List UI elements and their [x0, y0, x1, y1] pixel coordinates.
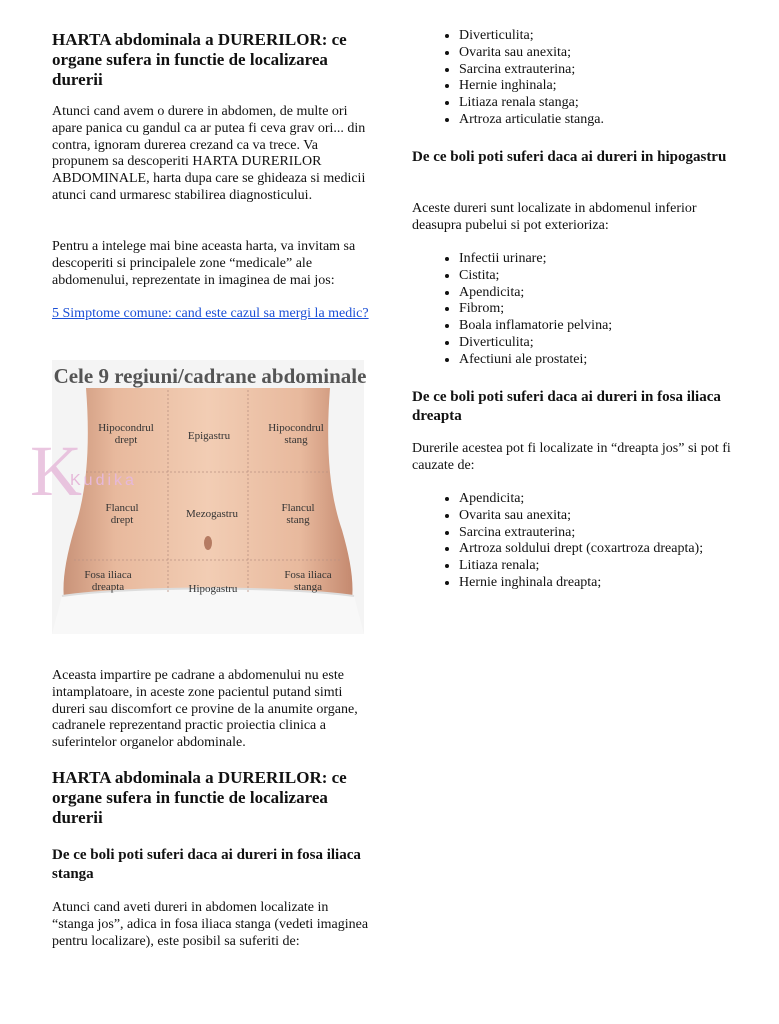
region-flanc-drept: Flancul drept [105, 502, 139, 526]
heading-hipogastru: De ce boli poti suferi daca ai dureri in hipogastru [412, 149, 727, 165]
list-item: • Apendicita; [459, 285, 779, 302]
list-item: • Infectii urinare; [459, 251, 779, 268]
kudika-watermark-logo: K [30, 431, 82, 511]
list-hipogastru [412, 251, 779, 369]
list-item: • Artroza soldului drept (coxartroza dreapta); [459, 541, 779, 558]
region-fosa-iliaca-stanga: Fosa iliaca stanga [284, 569, 332, 593]
kudika-watermark-text: Kudika [70, 472, 137, 489]
list-item: • Cistita; [459, 268, 779, 285]
intro-paragraph: Atunci cand avem o durere in abdomen, de multe ori apare panica cu gandul ca ar putea fi ceva grav ori... din contra, ignoram durerea crezand ca va trece. Va propunem sa descoperiti HARTA DURERILOR ABDOMINALE, harta dupa care se ghideaza si medicii atunci cand urmaresc stabilirea diagnosticului. [52, 104, 366, 203]
section-title: HARTA abdominala a DURERILOR: ce organe sufera in functie de localizarea durerii [52, 768, 347, 827]
abdomen-regions-figure [30, 360, 367, 634]
quadrants-paragraph: Aceasta impartire pe cadrane a abdomenului nu este intamplatoare, in aceste zone pacientul putand simti dureri sau discomfort ce provine de la anumite organe, cadranele reprezentand practic proiectia clinica a suferintelor organelor abdominale. [52, 668, 358, 751]
region-hipocondru-drept: Hipocondrul drept [98, 422, 154, 446]
list-item: • Diverticulita; [459, 335, 779, 352]
list-item: • Ovarita sau anexita; [459, 508, 779, 525]
region-flanc-stang: Flancul stang [281, 502, 315, 526]
list-item: • Litiaza renala stanga; [459, 95, 779, 112]
list-item: • Ovarita sau anexita; [459, 45, 779, 62]
list-item: • Artroza articulatie stanga. [459, 112, 779, 129]
article-title: HARTA abdominala a DURERILOR: ce organe sufera in functie de localizarea durerii [52, 30, 347, 89]
region-epigastru: Epigastru [187, 430, 231, 442]
list-item: • Diverticulita; [459, 28, 779, 45]
region-fosa-iliaca-dreapta: Fosa iliaca dreapta [84, 569, 132, 593]
list-item: • Hernie inghinala; [459, 78, 779, 95]
list-item: • Afectiuni ale prostatei; [459, 352, 779, 369]
region-hipocondru-stang: Hipocondrul stang [268, 422, 324, 446]
list-item: • Apendicita; [459, 491, 779, 508]
heading-fosa-iliaca-dreapta: De ce boli poti suferi daca ai dureri in fosa iliaca dreapta [412, 389, 721, 424]
fosa-stanga-paragraph: Atunci cand aveti dureri in abdomen localizate in “stanga jos”, adica in fosa iliaca stanga (vedeti imaginea pentru localizare), este posibil sa suferiti de: [52, 900, 369, 949]
list-item: • Boala inflamatorie pelvina; [459, 318, 779, 335]
figure-title: Cele 9 regiuni/cadrane abdominale [53, 364, 367, 388]
heading-fosa-iliaca-stanga: De ce boli poti suferi daca ai dureri in fosa iliaca stanga [52, 847, 361, 882]
fosa-dreapta-paragraph: Durerile acestea pot fi localizate in “dreapta jos” si pot fi cauzate de: [412, 441, 731, 473]
hipogastru-paragraph: Aceste dureri sunt localizate in abdomenul inferior deasupra pubelui si pot exterioriza: [412, 201, 697, 233]
list-fosa-dreapta [412, 491, 779, 592]
symptoms-link[interactable]: 5 Simptome comune: cand este cazul sa mergi la medic? [52, 306, 369, 321]
region-mezogastru: Mezogastru [186, 508, 238, 520]
list-item: • Sarcina extrauterina; [459, 62, 779, 79]
list-item: • Fibrom; [459, 301, 779, 318]
list-fosa-stanga [412, 28, 779, 129]
list-item: • Litiaza renala; [459, 558, 779, 575]
region-hipogastru: Hipogastru [188, 583, 238, 595]
list-item: • Sarcina extrauterina; [459, 525, 779, 542]
list-item: • Hernie inghinala dreapta; [459, 575, 779, 592]
invite-paragraph: Pentru a intelege mai bine aceasta harta, va invitam sa descoperiti si principalele zone “medicale” ale abdomenului, reprezentate in imaginea de mai jos: [52, 239, 356, 288]
